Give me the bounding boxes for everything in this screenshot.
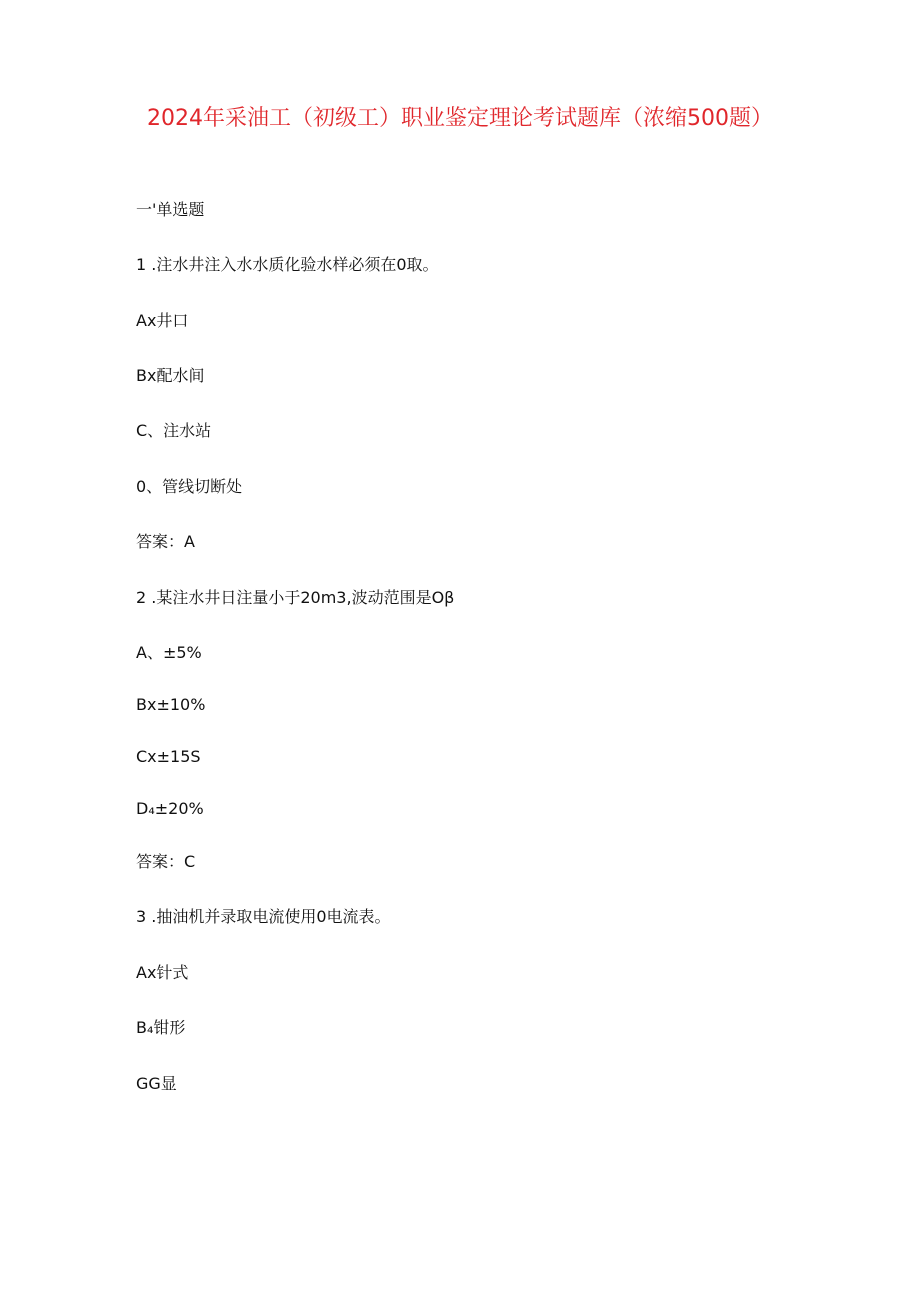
question-2-option-d: D₄±20%: [136, 799, 204, 818]
question-1-option-a: Ax井口: [136, 311, 189, 330]
question-1-option-b: Bx配水间: [136, 366, 205, 385]
section-heading: 一'单选题: [136, 200, 205, 219]
question-3-option-b: B₄钳形: [136, 1018, 186, 1037]
question-1-option-d: 0、管线切断处: [136, 477, 243, 496]
question-2-stem: 2 .某注水井日注量小于20m3,波动范围是Oβ: [136, 588, 455, 607]
question-3-stem: 3 .抽油机并录取电流使用0电流表。: [136, 907, 391, 926]
question-3-option-c: GG显: [136, 1074, 177, 1093]
question-2-option-a: A、±5%: [136, 643, 202, 662]
question-1-answer: 答案：A: [136, 532, 195, 551]
question-2-option-c: Cx±15S: [136, 747, 201, 766]
question-2-answer: 答案：C: [136, 852, 196, 871]
question-3-option-a: Ax针式: [136, 963, 189, 982]
question-2-option-b: Bx±10%: [136, 695, 206, 714]
question-1-stem: 1 .注水井注入水水质化验水样必须在0取。: [136, 255, 439, 274]
question-1-option-c: C、注水站: [136, 421, 212, 440]
document-title: 2024年采油工（初级工）职业鉴定理论考试题库（浓缩500题）: [147, 106, 773, 131]
